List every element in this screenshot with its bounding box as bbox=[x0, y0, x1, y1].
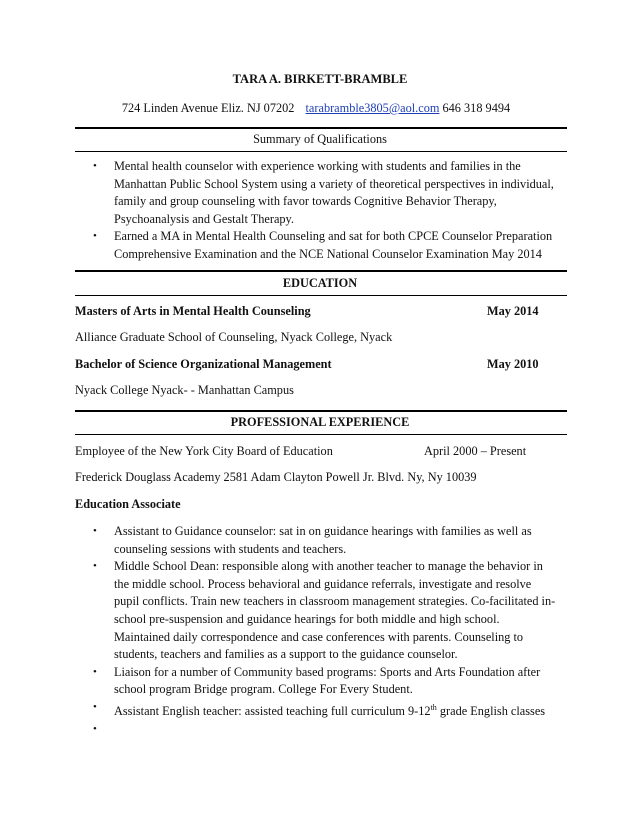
degree-title: Masters of Arts in Mental Health Counseling bbox=[75, 304, 311, 318]
list-item: • Assistant to Guidance counselor: sat in on guidance hearings with families as well as counseling sessions with students and teachers. bbox=[93, 524, 532, 556]
list-item: • Mental health counselor with experience working with students and families in the Manhattan Public School System using a variety of theoretical perspectives in individual, family and group counseling with favor towards Cognitive Behavior Therapy, Psychoanalysis and Gestalt Therapy. bbox=[93, 159, 554, 226]
education-heading: EDUCATION bbox=[282, 276, 358, 290]
bullet-icon: • bbox=[93, 560, 97, 573]
divider bbox=[75, 295, 567, 296]
bullet-icon: • bbox=[93, 700, 97, 713]
degree-school: Nyack College Nyack- - Manhattan Campus bbox=[75, 383, 294, 397]
address: 724 Linden Avenue Eliz. NJ 07202 bbox=[121, 101, 295, 115]
divider bbox=[75, 410, 567, 412]
degree-school: Alliance Graduate School of Counseling, Nyack College, Nyack bbox=[75, 330, 393, 344]
experience-list bbox=[93, 523, 556, 738]
degree-title: Bachelor of Science Organizational Management bbox=[75, 357, 332, 371]
experience-heading: PROFESSIONAL EXPERIENCE bbox=[230, 415, 410, 429]
employer: Employee of the New York City Board of Education bbox=[75, 444, 333, 458]
list-item: • Assistant English teacher: assisted teaching full curriculum 9-12th grade English classes bbox=[93, 700, 546, 719]
list-item: • Liaison for a number of Community based programs: Sports and Arts Foundation after school program Bridge program. College For Every Student. bbox=[93, 664, 541, 697]
divider bbox=[75, 127, 567, 129]
email-link[interactable]: tarabramble3805@aol.com bbox=[305, 101, 440, 115]
list-item bbox=[93, 721, 555, 739]
work-location: Frederick Douglass Academy 2581 Adam Clayton Powell Jr. Blvd. Ny, Ny 10039 bbox=[75, 470, 477, 484]
bullet-icon: • bbox=[93, 665, 97, 678]
bullet-icon: • bbox=[93, 722, 97, 735]
resume-name: TARA A. BIRKETT-BRAMBLE bbox=[232, 72, 408, 86]
employment-dates: April 2000 – Present bbox=[424, 444, 527, 458]
summary-list bbox=[93, 158, 554, 264]
contact-line bbox=[75, 101, 565, 116]
divider bbox=[75, 151, 567, 152]
bullet-icon: • bbox=[93, 230, 97, 243]
divider bbox=[75, 270, 567, 272]
bullet-icon: • bbox=[93, 525, 97, 537]
list-item: • Middle School Dean: responsible along with another teacher to manage the behavior in the middle school. Process behavioral and guidance referrals, investigate and resolve pupil conflicts. Train new teachers in classroom management strategies. Co-facilitated in- school pre-suspension and guidance hearings for both middle and high school. Maintained daily correspondence and case conferences with parents. Counseling to students, teachers and families as a support to the guidance counselor. bbox=[93, 559, 556, 662]
summary-heading: Summary of Qualifications bbox=[253, 132, 387, 146]
bullet-icon: • bbox=[93, 160, 97, 172]
degree-date: May 2010 bbox=[487, 357, 539, 371]
phone: 646 318 9494 bbox=[442, 101, 511, 115]
list-item: • Earned a MA in Mental Health Counseling and sat for both CPCE Counselor Preparation Comprehensive Examination and the NCE National Counselor Examination May 2014 bbox=[93, 229, 553, 261]
job-role: Education Associate bbox=[75, 497, 181, 511]
divider bbox=[75, 434, 567, 435]
degree-date: May 2014 bbox=[487, 304, 539, 318]
